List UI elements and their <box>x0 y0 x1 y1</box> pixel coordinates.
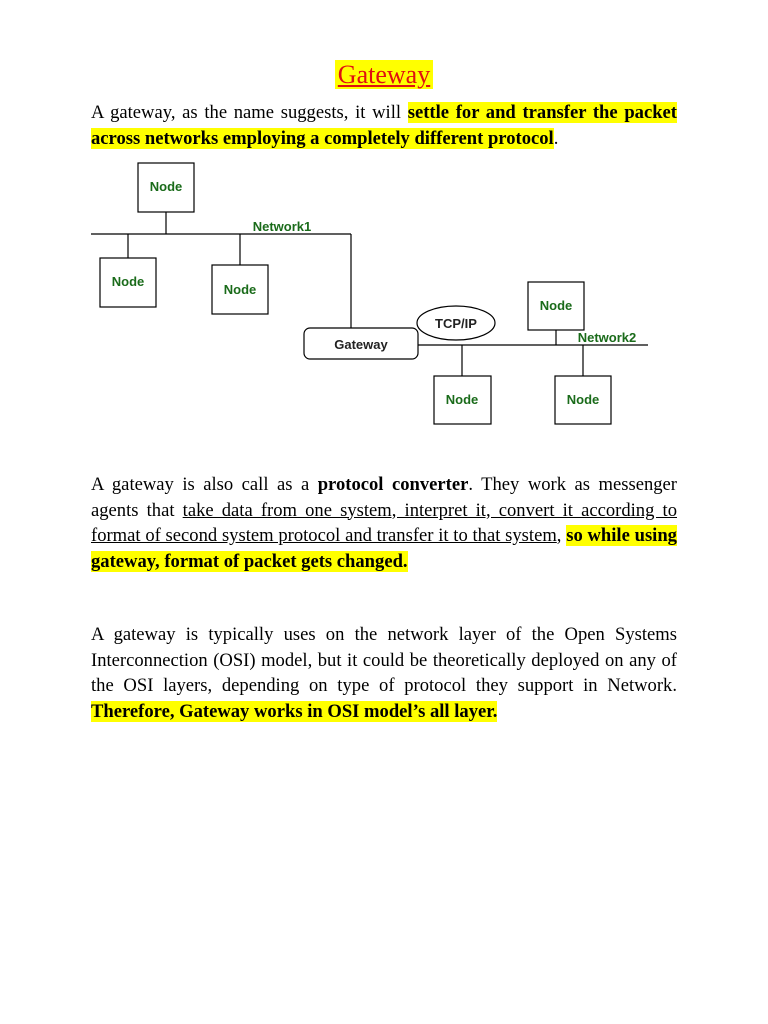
p2-text-2: . They work as messenger agents that <box>91 474 677 521</box>
p2-underline: take data from one system, interpret it, convert it according to format of second system protocol and transfer it to that system <box>91 499 677 546</box>
p2-bold: protocol converter <box>317 474 469 495</box>
p3-text: A gateway is typically uses on the network layer of the Open Systems Interconnection (OSI) model, but it could be theoretically deployed on any of the OSI layers, depending on type of protocol they support in Network. <box>91 624 677 696</box>
p3-highlight: Therefore, Gateway works in OSI model’s all layer. <box>91 700 498 722</box>
p2-text-1: A gateway is also call as a <box>91 474 318 495</box>
network1-label: Network1 <box>252 219 312 234</box>
osi-paragraph <box>91 622 677 724</box>
intro-highlight: settle for and transfer the packet across networks employing a completely different protocol <box>91 102 677 149</box>
node-label: Node <box>111 274 145 289</box>
network2-label: Network2 <box>577 330 637 345</box>
intro-text: A gateway, as the name suggests, it will <box>91 102 408 123</box>
node-label: Node <box>445 392 479 407</box>
tcpip-label: TCP/IP <box>435 316 477 331</box>
gateway-label: Gateway <box>334 337 388 352</box>
intro-end: . <box>553 127 559 149</box>
page-title-text: Gateway <box>335 60 433 89</box>
node-label: Node <box>566 392 600 407</box>
node-label: Node <box>149 179 183 194</box>
node-label: Node <box>539 298 573 313</box>
node-label: Node <box>223 282 257 297</box>
protocol-converter-paragraph <box>91 472 677 574</box>
p2-highlight: so while using gateway, format of packet gets changed. <box>91 525 677 572</box>
p2-text-3: , <box>556 525 567 546</box>
